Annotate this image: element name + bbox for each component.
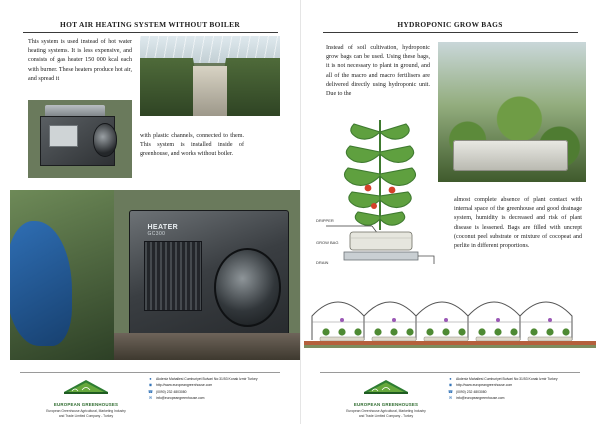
company-logo-subtitle: European Greenhouse Agricultural, Marketing Industry and Trade Limited Company - Turkey <box>46 409 126 418</box>
footer-divider <box>20 372 280 373</box>
contact-website[interactable]: http://www.europeangreenhouse.com <box>156 383 213 388</box>
phone-icon: ☎ <box>148 388 153 394</box>
heater-grill <box>144 241 202 311</box>
contact-address: Akdeniz Mahallesi Cumhuriyet Bulvari No:31/53 Konak Izmir Turkey <box>156 377 258 381</box>
heater-brand-text: HEATER <box>147 224 179 231</box>
gloved-hand-plant-photo <box>10 190 114 360</box>
globe-icon: ◉ <box>148 382 153 388</box>
phone-icon: ☎ <box>448 388 453 394</box>
company-logo <box>44 376 128 418</box>
fan-vent <box>93 123 118 156</box>
right-paragraph-1: Instead of soil cultivation, hydroponic grow bags can be used. Using these bags, it is not necessary to plant in ground, and all of the macro and macro fertilisers are delivered directly using hydroponic unit. Due to the <box>326 45 430 98</box>
mail-icon: ✉ <box>448 395 453 401</box>
heater-fan <box>214 248 281 327</box>
right-paragraph-2: almost complete absence of plant contact with internal space of the greenhouse and good drainage system, humidity is decreased and risk of plant disease is lessened. Bags are filled with uncrept (coconut peel substrate or mixture of cocopeat and perlite in different proportions. <box>454 197 582 250</box>
left-title-rule <box>23 32 278 33</box>
greenhouse-logo-icon <box>58 376 114 396</box>
control-panel <box>49 125 78 147</box>
page-fold-line <box>300 0 301 424</box>
location-icon: ● <box>149 376 152 381</box>
greenhouse-logo-icon <box>358 376 414 396</box>
svg-text:GROW BAG: GROW BAG <box>316 240 339 245</box>
tomato-plant-in-grow-bag-diagram <box>314 104 446 272</box>
contact-phone: (0090) 232 4803080 <box>456 389 487 394</box>
contact-email[interactable]: info@europeangreenhouse.com <box>156 396 205 401</box>
contact-email[interactable]: info@europeangreenhouse.com <box>456 396 505 401</box>
left-paragraph-2: with plastic channels, connected to them. This system is installed inside of greenhouse, and works without boiler. <box>140 133 244 158</box>
grow-bag <box>453 140 568 171</box>
svg-text:DRAIN: DRAIN <box>316 260 329 265</box>
location-icon: ● <box>449 376 452 381</box>
company-logo-right <box>344 376 428 418</box>
right-panel-title: HYDROPONIC GROW BAGS <box>397 20 503 29</box>
large-hot-air-heater-photo <box>114 190 300 360</box>
contact-address: Akdeniz Mahallesi Cumhuriyet Bulvari No:31/53 Konak Izmir Turkey <box>456 377 558 381</box>
contact-email-line[interactable] <box>448 395 588 401</box>
contact-website[interactable]: http://www.europeangreenhouse.com <box>456 383 513 388</box>
mail-icon: ✉ <box>148 395 153 401</box>
company-logo-name: EUROPEAN GREENHOUSES <box>53 402 119 407</box>
heater-brand-label <box>147 224 178 237</box>
globe-icon: ◉ <box>448 382 453 388</box>
footer-contact-left <box>148 376 288 402</box>
company-logo-subtitle: European Greenhouse Agricultural, Marketing Industry and Trade Limited Company - Turkey <box>346 409 426 418</box>
company-logo-name: EUROPEAN GREENHOUSES <box>353 402 419 407</box>
right-title-rule <box>323 32 578 33</box>
floor-surface <box>114 333 300 360</box>
footer-divider-right <box>320 372 580 373</box>
greenhouse-cross-section-diagram <box>304 282 596 362</box>
svg-text:DRIPPER: DRIPPER <box>316 218 334 223</box>
footer-right <box>300 372 600 416</box>
contact-phone: (0090) 232 4803080 <box>156 389 187 394</box>
heater-model-text: GC300 <box>147 231 166 237</box>
right-panel <box>300 0 600 424</box>
footer-left <box>0 372 300 416</box>
left-panel-heading <box>0 20 300 33</box>
contact-email-line[interactable] <box>148 395 288 401</box>
greenhouse-interior-photo <box>140 36 280 116</box>
left-paragraph-1: This system is used instead of hot water heating systems. It is less expensive, and consists of gas heater 150 000 kcal each with burner. These heaters produce hot air, and spread it <box>28 39 132 82</box>
right-panel-heading <box>300 20 600 33</box>
heater-unit-photo <box>28 100 132 178</box>
hydroponic-grow-bag-photo <box>438 42 586 182</box>
left-panel-title: HOT AIR HEATING SYSTEM WITHOUT BOILER <box>60 20 240 29</box>
footer-contact-right <box>448 376 588 402</box>
greenhouse-aisle <box>193 66 227 116</box>
